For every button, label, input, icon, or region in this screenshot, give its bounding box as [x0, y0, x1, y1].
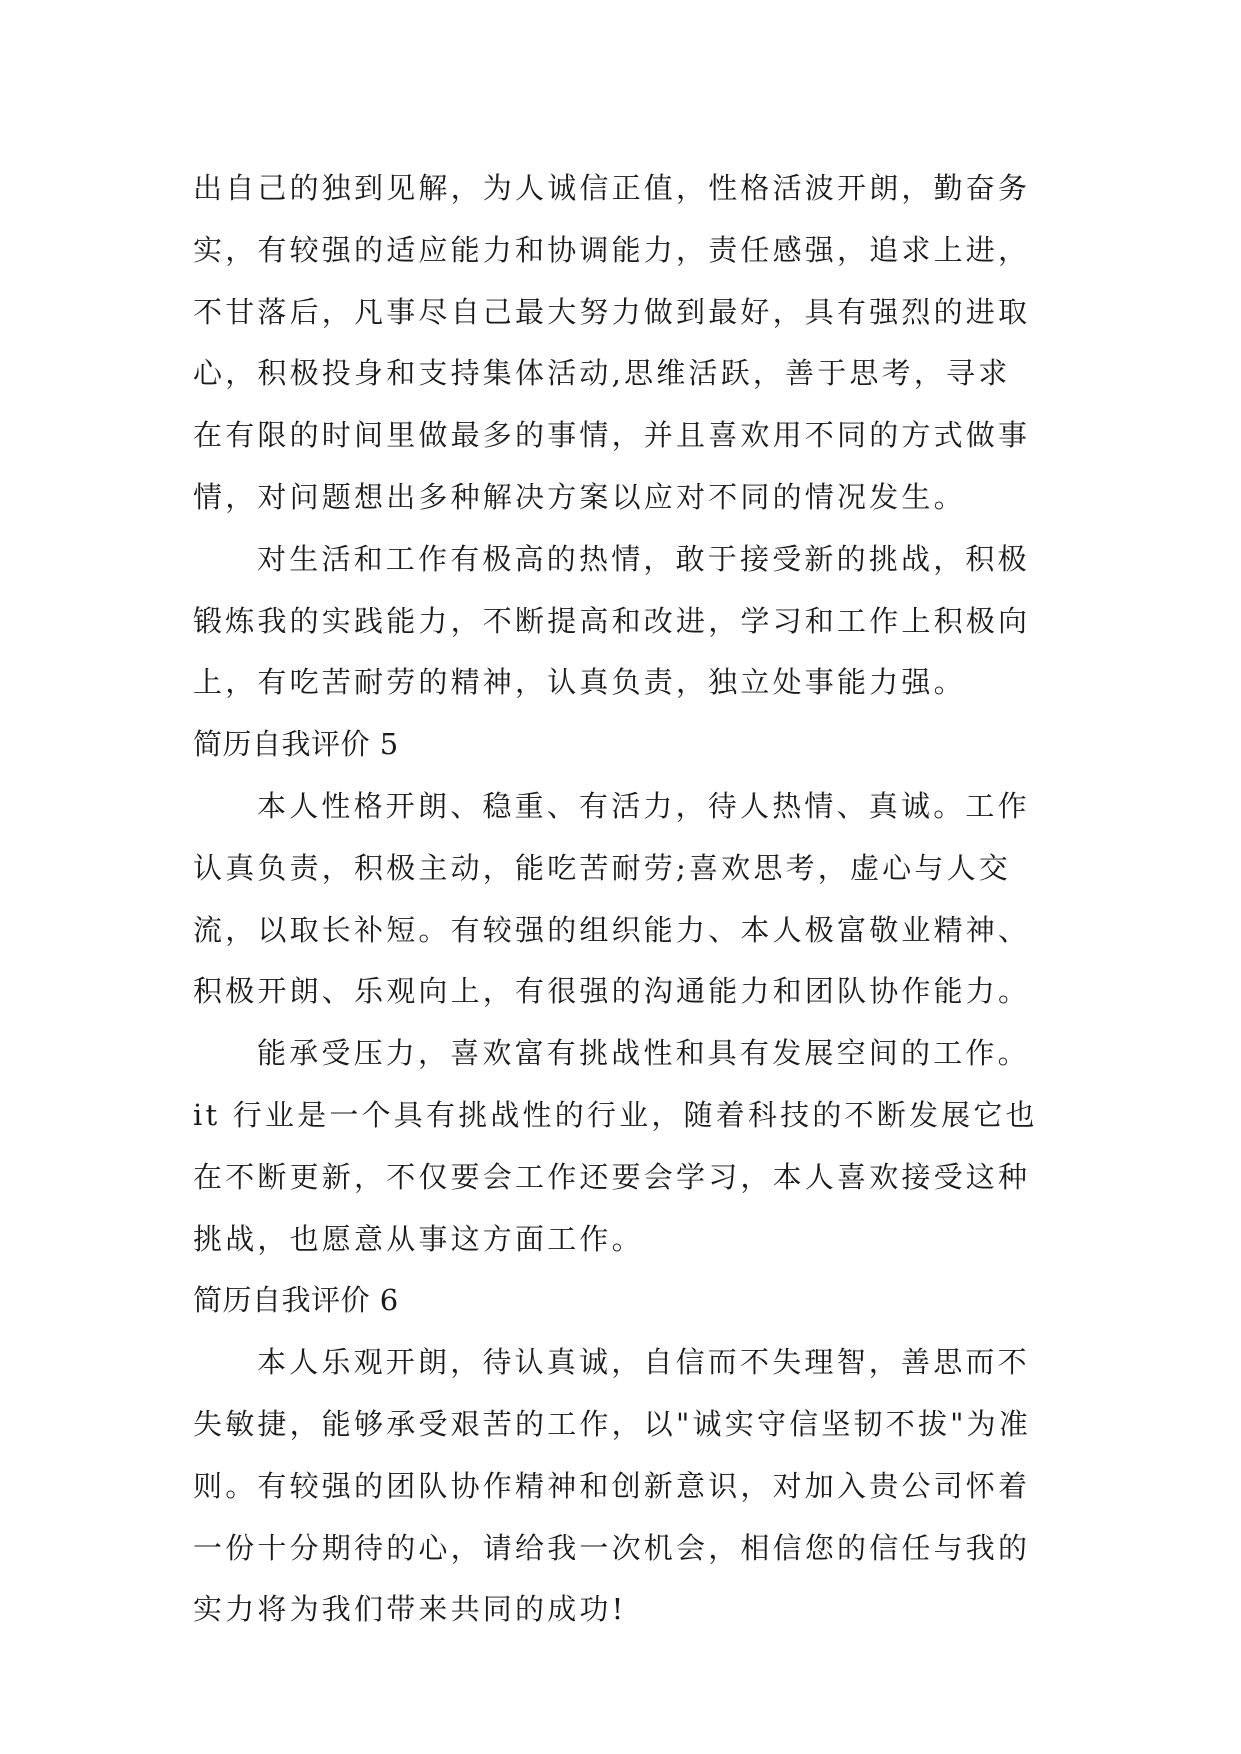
document-page: [193, 158, 1073, 1641]
paragraph-first-line: 能承受压力，喜欢富有挑战性和具有发展空间的工作。: [257, 1036, 1030, 1071]
text-line: 流，以取长补短。有较强的组织能力、本人极富敬业精神、: [193, 912, 1031, 947]
text-line: 挑战，也愿意从事这方面工作。: [193, 1221, 644, 1256]
text-line: 认真负责，积极主动，能吃苦耐劳;喜欢思考，虚心与人交: [193, 850, 1011, 885]
text-line: 情，对问题想出多种解决方案以应对不同的情况发生。: [193, 479, 966, 514]
text-line: 在有限的时间里做最多的事情，并且喜欢用不同的方式做事: [193, 418, 1031, 453]
text-line: 心，积极投身和支持集体活动,思维活跃，善于思考，寻求: [193, 356, 1011, 391]
text-line: 在不断更新，不仅要会工作还要会学习，本人喜欢接受这种: [193, 1159, 1031, 1194]
text-line: 实力将为我们带来共同的成功!: [193, 1592, 627, 1627]
text-line: it 行业是一个具有挑战性的行业，随着科技的不断发展它也: [193, 1097, 1038, 1132]
paragraph-first-line: 对生活和工作有极高的热情，敢于接受新的挑战，积极: [257, 541, 1030, 576]
text-line: 失敏捷，能够承受艰苦的工作，以"诚实守信坚韧不拔"为准: [193, 1406, 1032, 1441]
text-line: 则。有较强的团队协作精神和创新意识，对加入贵公司怀着: [193, 1468, 1031, 1503]
text-line: 积极开朗、乐观向上，有很强的沟通能力和团队协作能力。: [193, 974, 1031, 1009]
paragraph-first-line: 本人性格开朗、稳重、有活力，待人热情、真诚。工作: [257, 788, 1030, 823]
text-line: 上，有吃苦耐劳的精神，认真负责，独立处事能力强。: [193, 665, 966, 700]
text-line: 一份十分期待的心，请给我一次机会，相信您的信任与我的: [193, 1530, 1031, 1565]
paragraph-first-line: 本人乐观开朗，待认真诚，自信而不失理智，善思而不: [257, 1345, 1030, 1380]
text-line: 不甘落后，凡事尽自己最大努力做到最好，具有强烈的进取: [193, 294, 1031, 329]
section-heading: 简历自我评价 6: [193, 1283, 399, 1318]
text-line: 锻炼我的实践能力，不断提高和改进，学习和工作上积极向: [193, 603, 1031, 638]
text-line: 实，有较强的适应能力和协调能力，责任感强，追求上进，: [193, 232, 1031, 267]
text-line: 出自己的独到见解，为人诚信正值，性格活波开朗，勤奋务: [193, 171, 1031, 205]
section-heading: 简历自我评价 5: [193, 727, 399, 762]
